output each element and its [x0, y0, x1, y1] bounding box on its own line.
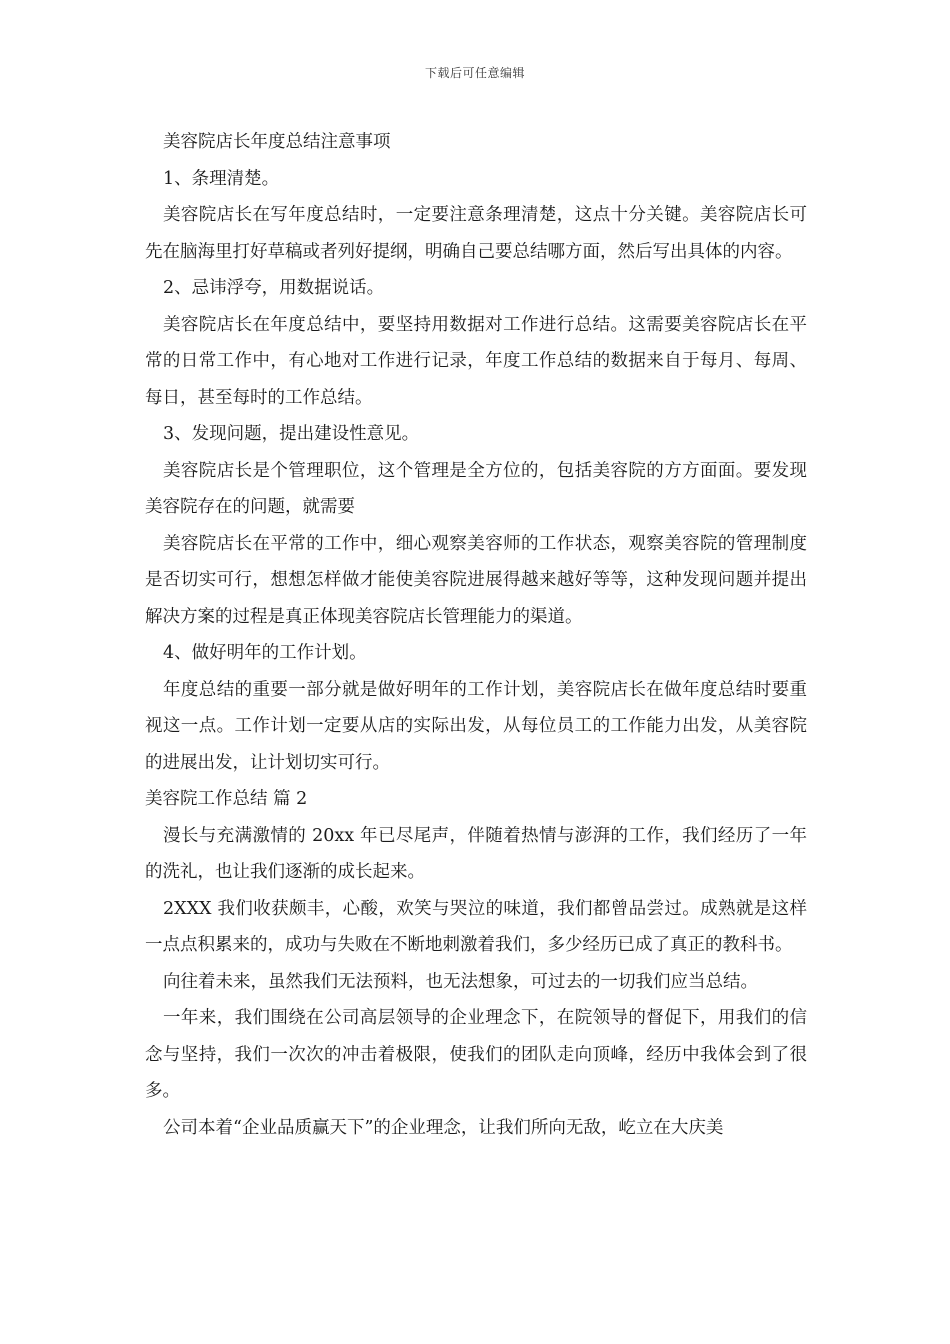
section2-title: 美容院工作总结 篇 2	[145, 789, 308, 809]
item2-heading: 2、忌讳浮夸，用数据说话。	[163, 278, 385, 298]
item3-body-2: 美容院店长在平常的工作中，细心观察美容师的工作状态，观察美容院的管理制度是否切实可行，想想怎样做才能使美容院进展得越来越好等等，这种发现问题并提出解决方案的过程是真正体现美容院店长管理能力的渠道。	[145, 533, 807, 627]
section2-paragraph-1: 漫长与充满激情的 20xx 年已尽尾声，伴随着热情与澎湃的工作，我们经历了一年的洗礼，也让我们逐渐的成长起来。	[145, 825, 807, 882]
section2-paragraph-2: 2XXX 我们收获颇丰，心酸，欢笑与哭泣的味道，我们都曾品尝过。成熟就是这样一点点积累来的，成功与失败在不断地刺激着我们，多少经历已成了真正的教科书。	[145, 898, 807, 955]
doc-title: 美容院店长年度总结注意事项	[163, 132, 391, 152]
item4-heading: 4、做好明年的工作计划。	[163, 643, 367, 663]
item3-heading: 3、发现问题，提出建设性意见。	[163, 424, 420, 444]
item2-body: 美容院店长在年度总结中，要坚持用数据对工作进行总结。这需要美容院店长在平常的日常工作中，有心地对工作进行记录，年度工作总结的数据来自于每月、每周、每日，甚至每时的工作总结。	[145, 314, 807, 408]
document-body	[145, 124, 807, 1146]
item3-body-1: 美容院店长是个管理职位，这个管理是全方位的，包括美容院的方方面面。要发现美容院存在的问题，就需要	[145, 460, 807, 517]
item1-heading: 1、条理清楚。	[163, 168, 280, 189]
section2-paragraph-3: 向往着未来，虽然我们无法预料，也无法想象，可过去的一切我们应当总结。	[163, 971, 758, 992]
item4-body: 年度总结的重要一部分就是做好明年的工作计划，美容院店长在做年度总结时要重视这一点。工作计划一定要从店的实际出发，从每位员工的工作能力出发，从美容院的进展出发，让计划切实可行。	[145, 679, 807, 773]
section2-paragraph-5: 公司本着“企业品质赢天下”的企业理念，让我们所向无敌，屹立在大庆美	[163, 1117, 724, 1138]
section2-paragraph-4: 一年来，我们围绕在公司高层领导的企业理念下，在院领导的督促下，用我们的信念与坚持，我们一次次的冲击着极限，使我们的团队走向顶峰，经历中我体会到了很多。	[145, 1008, 807, 1101]
item1-body: 美容院店长在写年度总结时，一定要注意条理清楚，这点十分关键。美容院店长可先在脑海里打好草稿或者列好提纲，明确自己要总结哪方面，然后写出具体的内容。	[145, 205, 807, 262]
header-note: 下载后可任意编辑	[424, 66, 525, 80]
